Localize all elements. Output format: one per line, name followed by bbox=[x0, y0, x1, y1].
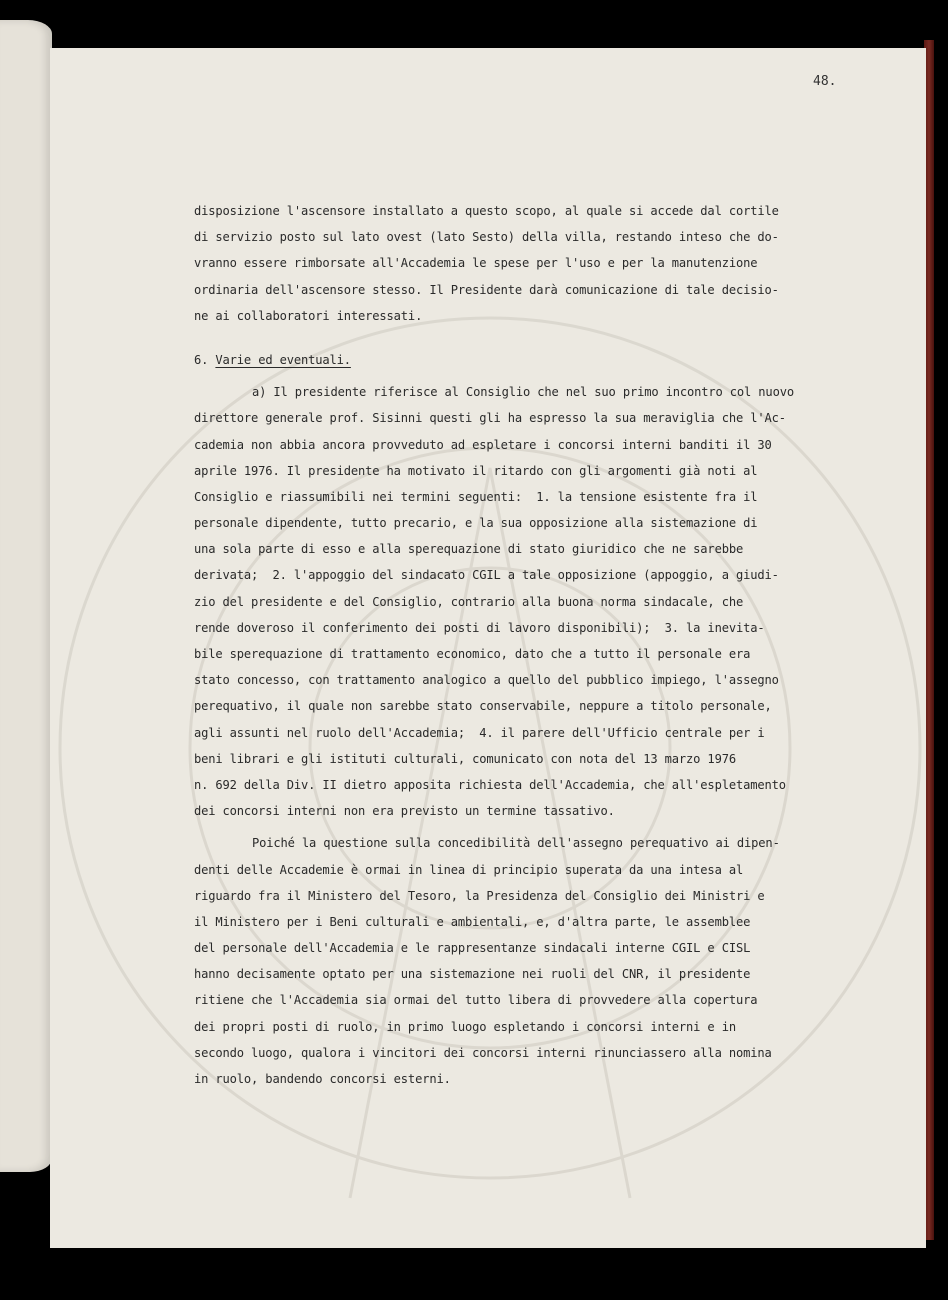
section-heading bbox=[194, 347, 844, 373]
text-line: stato concesso, con trattamento analogico a quello del pubblico impiego, l'assegno bbox=[194, 673, 779, 688]
text-line: secondo luogo, qualora i vincitori dei concorsi interni rinunciassero alla nomina bbox=[194, 1045, 772, 1060]
text-line: ordinaria dell'ascensore stesso. Il Presidente darà comunicazione di tale decisio- bbox=[194, 282, 779, 297]
text-line: direttore generale prof. Sisinni questi gli ha espresso la sua meraviglia che l'Ac- bbox=[194, 411, 786, 426]
text-line: derivata; 2. l'appoggio del sindacato CGIL a tale opposizione (appoggio, a giudi- bbox=[194, 568, 779, 583]
text-line: ne ai collaboratori interessati. bbox=[194, 308, 423, 323]
text-line: bile sperequazione di trattamento economico, dato che a tutto il personale era bbox=[194, 647, 751, 661]
page-number: 48. bbox=[813, 74, 837, 89]
text-line: riguardo fra il Ministero del Tesoro, la Presidenza del Consiglio dei Ministri e bbox=[194, 888, 765, 903]
text-line: zio del presidente e del Consiglio, contrario alla buona norma sindacale, che bbox=[194, 594, 744, 609]
paragraph-intro bbox=[194, 198, 844, 329]
text-line: Consiglio e riassumibili nei termini seguenti: 1. la tensione esistente fra il bbox=[194, 489, 758, 504]
text-line: perequativo, il quale non sarebbe stato conservabile, neppure a titolo personale, bbox=[194, 699, 772, 714]
text-line: disposizione l'ascensore installato a questo scopo, al quale si accede dal cortile bbox=[194, 204, 779, 218]
text-line: ritiene che l'Accademia sia ormai del tutto libera di provvedere alla copertura bbox=[194, 993, 758, 1008]
document-body bbox=[194, 198, 844, 1092]
facing-page-edge bbox=[0, 20, 52, 1172]
paragraph-a bbox=[194, 379, 844, 824]
text-line: dei propri posti di ruolo, in primo luogo espletando i concorsi interni e in bbox=[194, 1019, 736, 1034]
text-line: in ruolo, bandendo concorsi esterni. bbox=[194, 1072, 451, 1086]
section-number: 6. bbox=[194, 352, 209, 367]
text-line: aprile 1976. Il presidente ha motivato il ritardo con gli argomenti già noti al bbox=[194, 463, 758, 478]
section-title: Varie ed eventuali. bbox=[215, 352, 351, 367]
text-line: agli assunti nel ruolo dell'Accademia; 4. il parere dell'Ufficio centrale per i bbox=[194, 725, 765, 740]
text-line: n. 692 della Div. II dietro apposita richiesta dell'Accademia, che all'espletamento bbox=[194, 777, 786, 792]
text-line: di servizio posto sul lato ovest (lato Sesto) della villa, restando inteso che do- bbox=[194, 230, 779, 245]
text-line: cademia non abbia ancora provveduto ad espletare i concorsi interni banditi il 30 bbox=[194, 437, 772, 452]
text-line: personale dipendente, tutto precario, e la sua opposizione alla sistemazione di bbox=[194, 516, 758, 531]
text-line: del personale dell'Accademia e le rappresentanze sindacali interne CGIL e CISL bbox=[194, 941, 751, 956]
text-line: beni librari e gli istituti culturali, comunicato con nota del 13 marzo 1976 bbox=[194, 751, 736, 766]
paragraph-b bbox=[194, 830, 844, 1092]
text-line: una sola parte di esso e alla sperequazione di stato giuridico che ne sarebbe bbox=[194, 542, 744, 557]
text-line: denti delle Accademie è ormai in linea di principio superata da una intesa al bbox=[194, 862, 744, 877]
text-line: rende doveroso il conferimento dei posti di lavoro disponibili); 3. la inevita- bbox=[194, 620, 765, 635]
text-line: hanno decisamente optato per una sistemazione nei ruoli del CNR, il presidente bbox=[194, 967, 751, 982]
text-line: dei concorsi interni non era previsto un termine tassativo. bbox=[194, 804, 615, 819]
text-line: a) Il presidente riferisce al Consiglio che nel suo primo incontro col nuovo bbox=[252, 385, 794, 400]
text-line: Poiché la questione sulla concedibilità dell'assegno perequativo ai dipen- bbox=[252, 836, 780, 851]
text-line: vranno essere rimborsate all'Accademia le spese per l'uso e per la manutenzione bbox=[194, 256, 758, 271]
document-page bbox=[50, 48, 926, 1248]
text-line: il Ministero per i Beni culturali e ambientali, e, d'altra parte, le assemblee bbox=[194, 914, 751, 929]
